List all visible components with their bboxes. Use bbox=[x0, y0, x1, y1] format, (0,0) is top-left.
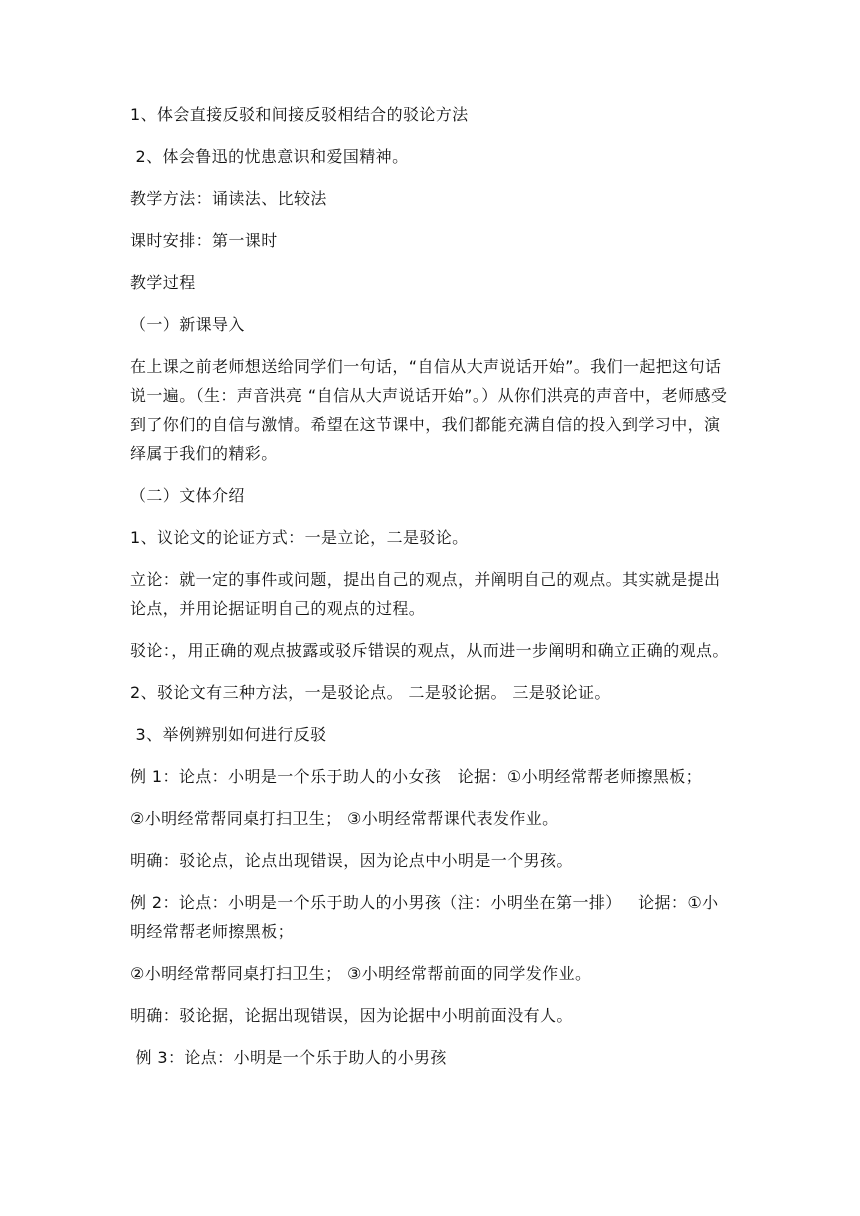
paragraph-example-1-answer: 明确：驳论点，论点出现错误，因为论点中小明是一个男孩。 bbox=[130, 851, 573, 870]
paragraph-example-1: 例 1：论点：小明是一个乐于助人的小女孩 论据：①小明经常帮老师擦黑板； bbox=[130, 767, 703, 786]
paragraph-example-2-evidence: ②小明经常帮同桌打扫卫生； ③小明经常帮前面的同学发作业。 bbox=[130, 964, 592, 983]
paragraph-teaching-method: 教学方法：诵读法、比较法 bbox=[130, 189, 327, 208]
document-body bbox=[130, 100, 730, 1085]
paragraph-introduction-body: 在上课之前老师想送给同学们一句话，“自信从大声说话开始”。我们一起把这句话说一遍。（生：声音洪亮 “自信从大声说话开始”。）从你们洪亮的声音中，老师感受到了你们的自信与激情。希望在这节课中，我们都能充满自信的投入到学习中，演绎属于我们的精彩。 bbox=[130, 357, 728, 463]
paragraph-objective-2: 2、体会鲁迅的忧患意识和爱国精神。 bbox=[130, 147, 409, 166]
paragraph-argument-modes: 1、议论文的论证方式：一是立论，二是驳论。 bbox=[130, 528, 469, 547]
paragraph-example-1-evidence: ②小明经常帮同桌打扫卫生； ③小明经常帮课代表发作业。 bbox=[130, 809, 559, 828]
paragraph-example-2-answer: 明确：驳论据，论据出现错误，因为论据中小明前面没有人。 bbox=[130, 1006, 573, 1025]
paragraph-bolun-methods: 2、驳论文有三种方法，一是驳论点。 二是驳论据。 三是驳论证。 bbox=[130, 683, 611, 702]
paragraph-teaching-process: 教学过程 bbox=[130, 273, 196, 292]
paragraph-schedule: 课时安排：第一课时 bbox=[130, 231, 278, 250]
paragraph-objective-1: 1、体会直接反驳和间接反驳相结合的驳论方法 bbox=[130, 105, 469, 124]
paragraph-example-2: 例 2：论点：小明是一个乐于助人的小男孩（注：小明坐在第一排） 论据：①小明经常帮老师擦黑板； bbox=[130, 893, 719, 941]
section-heading-introduction: （一）新课导入 bbox=[130, 315, 245, 334]
paragraph-lilun-definition: 立论：就一定的事件或问题，提出自己的观点，并阐明自己的观点。其实就是提出论点，并用论据证明自己的观点的过程。 bbox=[130, 570, 721, 618]
section-heading-genre: （二）文体介绍 bbox=[130, 486, 245, 505]
paragraph-example-3: 例 3：论点：小明是一个乐于助人的小男孩 bbox=[130, 1048, 447, 1067]
paragraph-bolun-definition: 驳论：，用正确的观点披露或驳斥错误的观点，从而进一步阐明和确立正确的观点。 bbox=[130, 641, 729, 660]
paragraph-examples-heading: 3、举例辨别如何进行反驳 bbox=[130, 725, 327, 744]
